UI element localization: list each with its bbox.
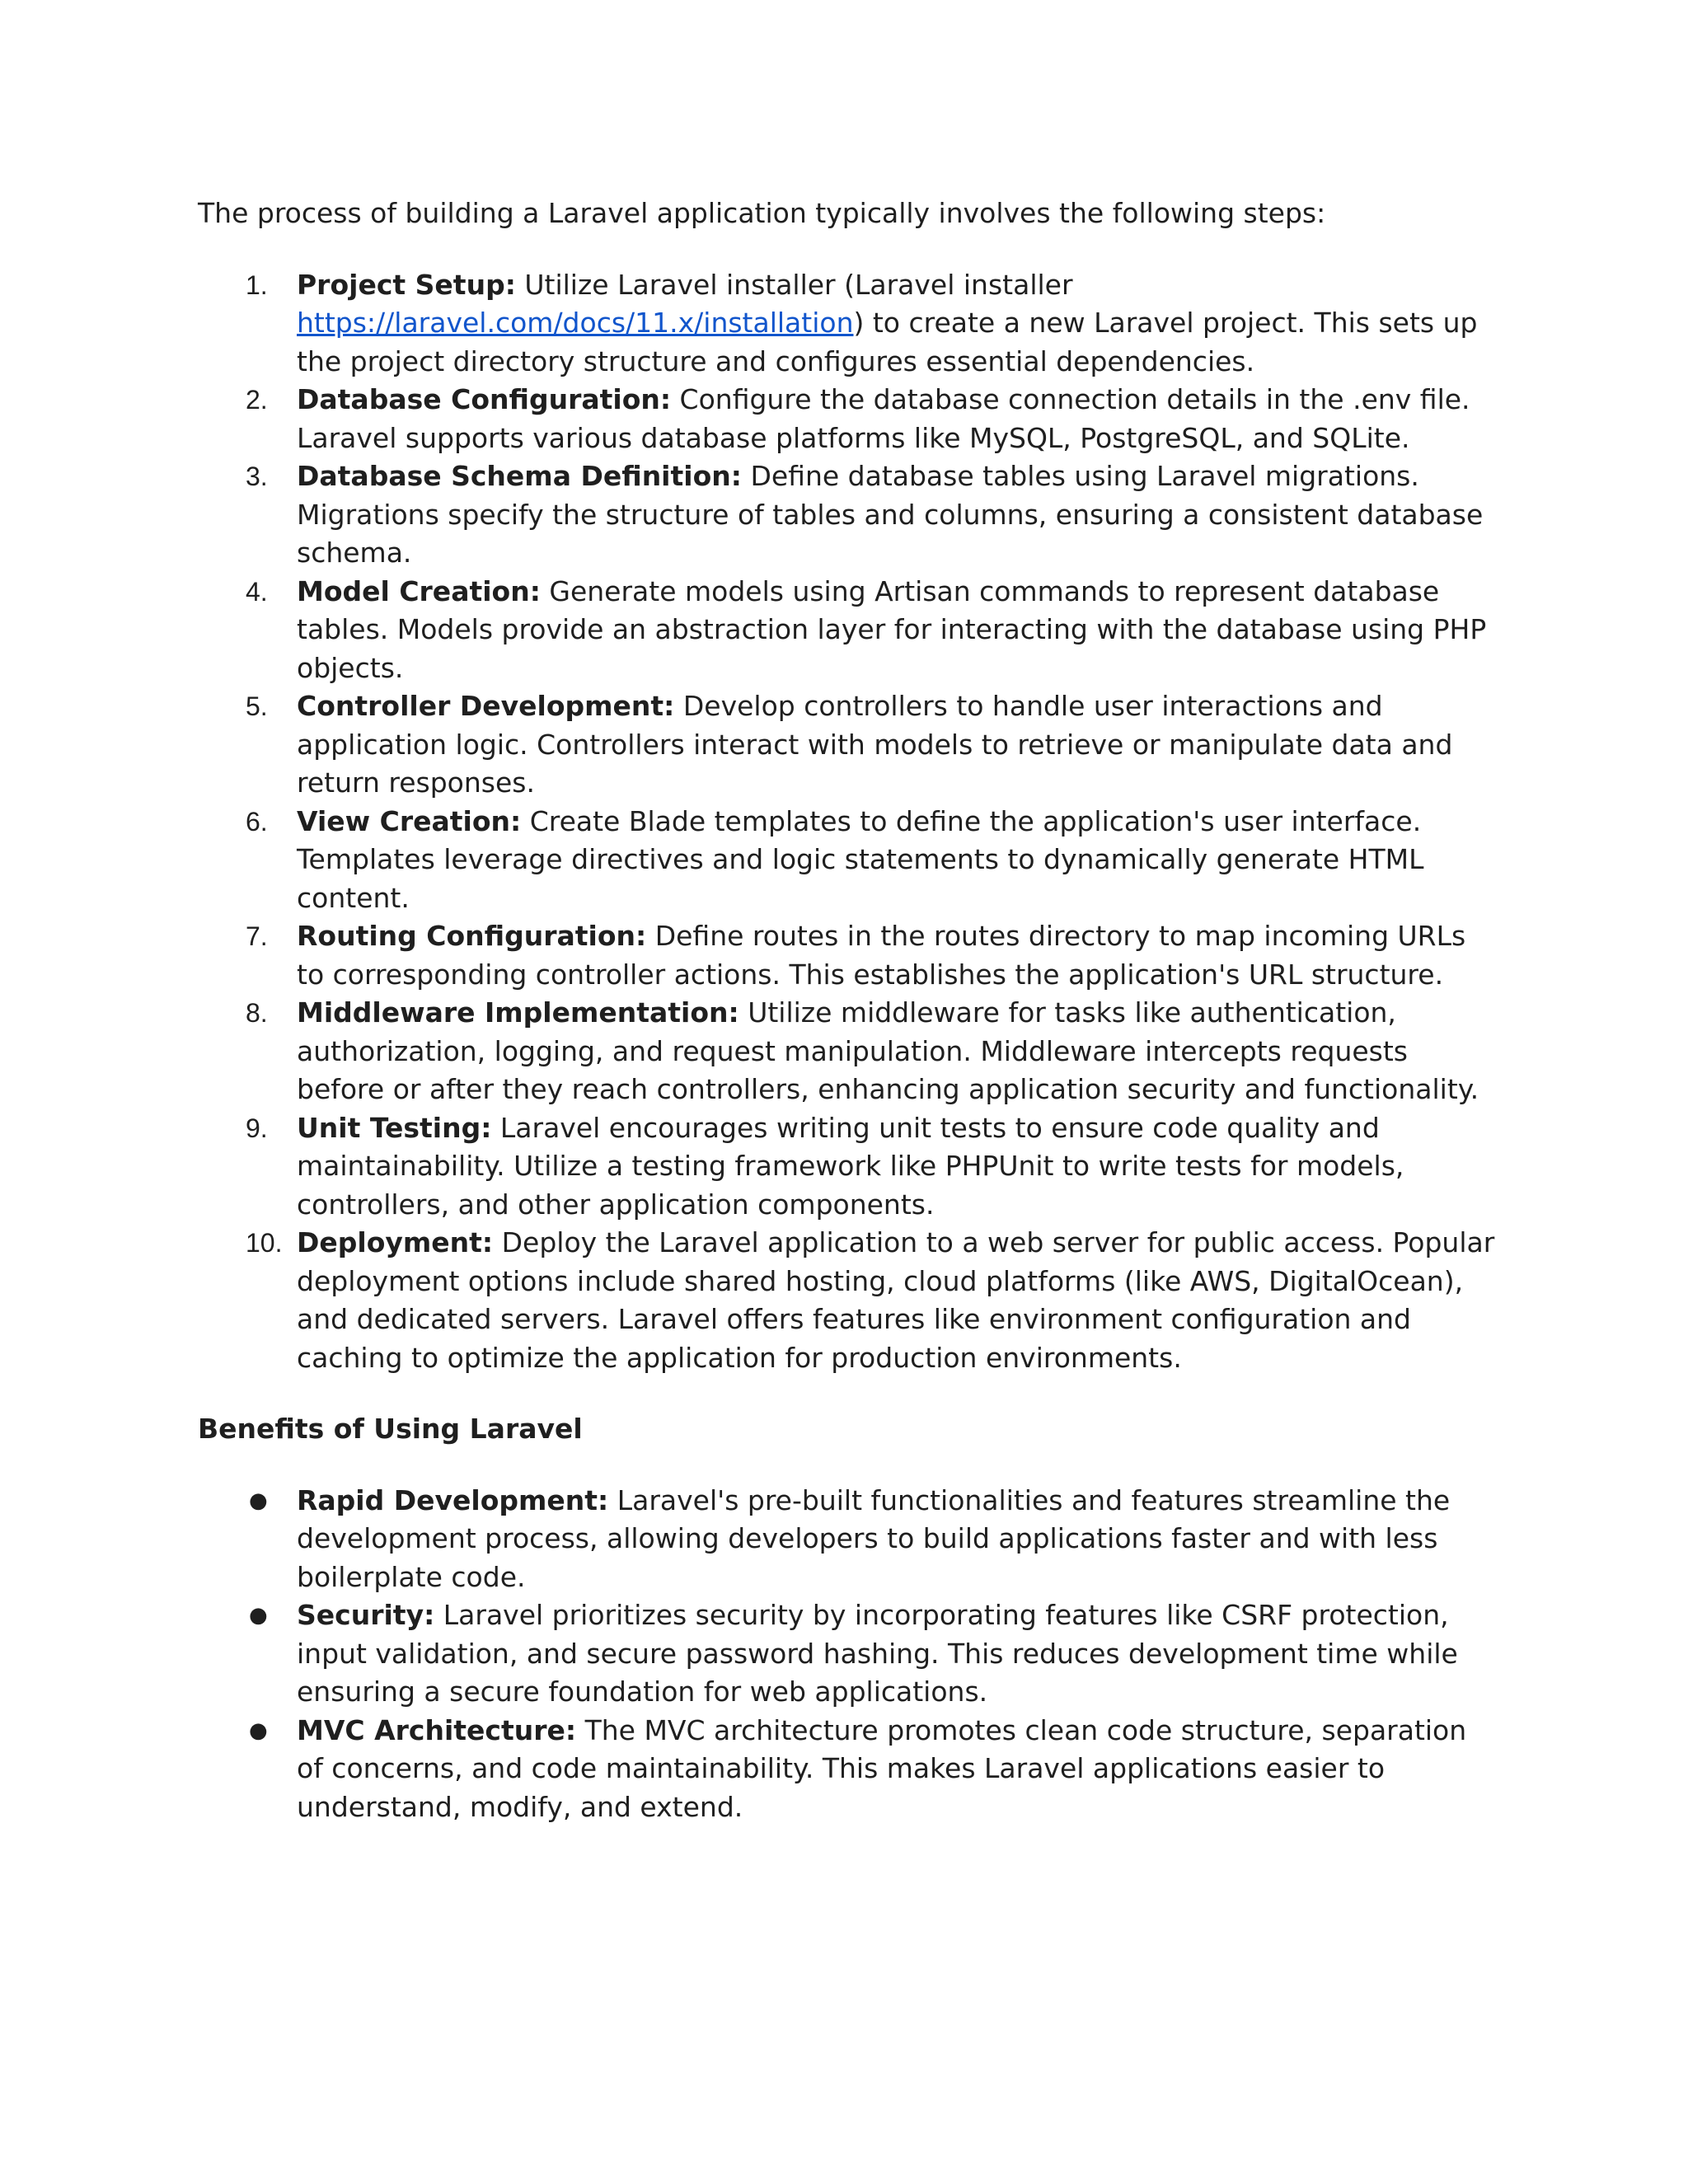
step-text: Define routes in the routes directory to map incoming URLs to corresponding controller actions. This establishes the application's URL structure. [297, 920, 1466, 991]
step-term: Database Configuration: [297, 383, 672, 415]
benefits-list [198, 1482, 1500, 1827]
step-number: 6. [246, 806, 268, 837]
benefit-item [198, 1482, 1500, 1597]
step-item [198, 266, 1500, 382]
step-number: 1. [246, 269, 268, 300]
step-number: 9. [246, 1113, 268, 1143]
step-term: Controller Development: [297, 690, 675, 722]
step-text: Configure the database connection details in the .env file. Laravel supports various database platforms like MySQL, PostgreSQL, and SQLite. [297, 383, 1470, 454]
step-number: 3. [246, 462, 268, 491]
step-number: 2. [246, 385, 268, 415]
step-number: 5. [246, 691, 268, 721]
step-item [198, 1109, 1500, 1225]
intro-paragraph: The process of building a Laravel application typically involves the following steps: [198, 197, 1326, 229]
installation-link[interactable]: https://laravel.com/docs/11.x/installation [297, 307, 854, 339]
step-text: Deploy the Laravel application to a web server for public access. Popular deployment options include shared hosting, cloud platforms (like AWS, DigitalOcean), and dedicated servers. Laravel offers features like environment configuration and caching to optimize the application for production environments. [297, 1226, 1495, 1374]
step-number: 8. [246, 998, 268, 1028]
benefit-text: The MVC architecture promotes clean code structure, separation of concerns, and code maintainability. This makes Laravel applications easier to understand, modify, and extend. [297, 1713, 1467, 1823]
step-text: ) to create a new Laravel project. This sets up the project directory structure and configures essential dependencies. [297, 307, 1478, 377]
step-item [198, 994, 1500, 1109]
step-item [198, 917, 1500, 994]
benefit-item [198, 1596, 1500, 1712]
benefit-item [198, 1712, 1500, 1827]
step-item [198, 687, 1500, 803]
step-term: Unit Testing: [297, 1111, 492, 1144]
step-item [198, 803, 1500, 918]
step-number: 4. [246, 576, 268, 607]
step-text: Define database tables using Laravel migrations. Migrations specify the structure of tables and columns, ensuring a consistent database schema. [297, 460, 1484, 569]
step-item [198, 1224, 1500, 1377]
benefit-text: Laravel prioritizes security by incorporating features like CSRF protection, input validation, and secure password hashing. This reduces development time while ensuring a secure foundation for web applications. [297, 1599, 1458, 1708]
step-text: Create Blade templates to define the application's user interface. Templates leverage directives and logic statements to dynamically generate HTML content. [297, 804, 1424, 914]
bullet-icon: ● [249, 1718, 268, 1743]
step-term: Middleware Implementation: [297, 996, 739, 1029]
step-item [198, 381, 1500, 457]
document-body [198, 194, 1500, 1826]
bullet-icon: ● [249, 1488, 268, 1513]
benefits-heading: Benefits of Using Laravel [198, 1413, 583, 1445]
step-number: 7. [246, 921, 268, 951]
step-text: Laravel encourages writing unit tests to ensure code quality and maintainability. Utilize a testing framework like PHPUnit to write tests for models, controllers, and other application components. [297, 1111, 1404, 1221]
step-term: View Creation: [297, 804, 522, 837]
benefit-term: MVC Architecture: [297, 1713, 577, 1746]
step-term: Database Schema Definition: [297, 460, 742, 492]
step-item [198, 573, 1500, 688]
step-text: Generate models using Artisan commands to represent database tables. Models provide an abstraction layer for interacting with the database using PHP objects. [297, 574, 1487, 684]
step-text: Develop controllers to handle user interactions and application logic. Controllers interact with models to retrieve or manipulate data and return responses. [297, 690, 1453, 799]
step-text: Utilize middleware for tasks like authentication, authorization, logging, and request manipulation. Middleware intercepts requests before or after they reach controllers, enhancing application security and functionality. [297, 996, 1479, 1105]
benefit-term: Security: [297, 1599, 435, 1631]
step-term: Model Creation: [297, 574, 541, 607]
step-item [198, 457, 1500, 573]
step-term: Project Setup: [297, 268, 516, 301]
benefit-text: Laravel's pre-built functionalities and features streamline the development process, allowing developers to build applications faster and with less boilerplate code. [297, 1483, 1451, 1593]
bullet-icon: ● [249, 1603, 268, 1628]
steps-list [198, 266, 1500, 1378]
step-text: Utilize Laravel installer (Laravel installer [515, 268, 1073, 301]
step-term: Deployment: [297, 1226, 494, 1258]
step-term: Routing Configuration: [297, 920, 647, 952]
benefit-term: Rapid Development: [297, 1483, 609, 1516]
step-number: 10. [246, 1228, 283, 1258]
